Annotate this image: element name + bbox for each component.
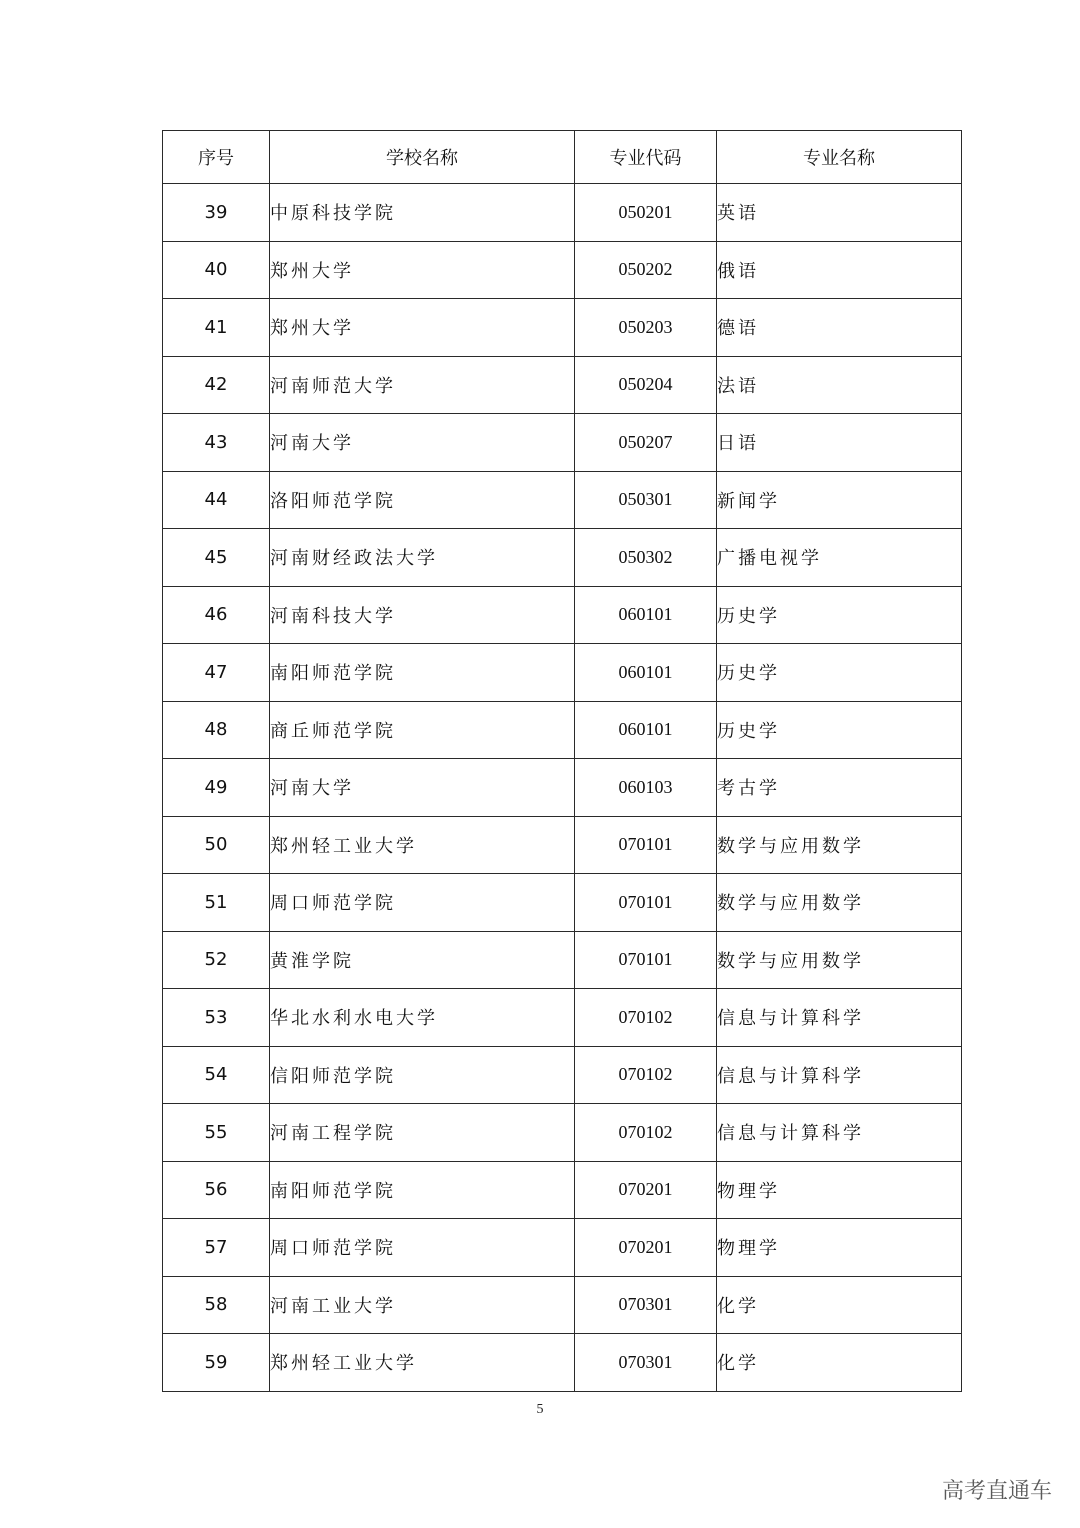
cell-major-code: 050201 bbox=[575, 184, 717, 242]
cell-major-code: 060101 bbox=[575, 701, 717, 759]
cell-major-name: 物理学 bbox=[717, 1161, 962, 1219]
table-row bbox=[163, 356, 962, 414]
cell-major-name: 德语 bbox=[717, 299, 962, 357]
cell-seq: 46 bbox=[163, 586, 270, 644]
cell-seq: 49 bbox=[163, 759, 270, 817]
cell-seq: 42 bbox=[163, 356, 270, 414]
cell-major-name: 俄语 bbox=[717, 241, 962, 299]
cell-seq: 41 bbox=[163, 299, 270, 357]
table-row bbox=[163, 1104, 962, 1162]
cell-seq: 50 bbox=[163, 816, 270, 874]
table-row bbox=[163, 1161, 962, 1219]
cell-major-code: 070102 bbox=[575, 1104, 717, 1162]
cell-major-code: 050202 bbox=[575, 241, 717, 299]
cell-school-name: 中原科技学院 bbox=[270, 184, 575, 242]
cell-seq: 45 bbox=[163, 529, 270, 587]
cell-seq: 52 bbox=[163, 931, 270, 989]
cell-school-name: 信阳师范学院 bbox=[270, 1046, 575, 1104]
cell-seq: 56 bbox=[163, 1161, 270, 1219]
cell-school-name: 商丘师范学院 bbox=[270, 701, 575, 759]
cell-major-name: 信息与计算科学 bbox=[717, 989, 962, 1047]
cell-school-name: 河南大学 bbox=[270, 759, 575, 817]
table-row bbox=[163, 241, 962, 299]
cell-major-name: 日语 bbox=[717, 414, 962, 472]
cell-school-name: 郑州轻工业大学 bbox=[270, 1334, 575, 1392]
cell-school-name: 河南财经政法大学 bbox=[270, 529, 575, 587]
table-body bbox=[163, 184, 962, 1392]
cell-seq: 54 bbox=[163, 1046, 270, 1104]
cell-major-code: 050207 bbox=[575, 414, 717, 472]
cell-major-code: 070102 bbox=[575, 989, 717, 1047]
cell-school-name: 华北水利水电大学 bbox=[270, 989, 575, 1047]
cell-seq: 57 bbox=[163, 1219, 270, 1277]
cell-major-name: 英语 bbox=[717, 184, 962, 242]
table-row bbox=[163, 816, 962, 874]
cell-school-name: 河南工程学院 bbox=[270, 1104, 575, 1162]
page-number: 5 bbox=[536, 1402, 544, 1417]
table-row bbox=[163, 1219, 962, 1277]
cell-major-code: 060101 bbox=[575, 644, 717, 702]
cell-seq: 55 bbox=[163, 1104, 270, 1162]
cell-major-code: 050203 bbox=[575, 299, 717, 357]
cell-major-code: 070101 bbox=[575, 816, 717, 874]
cell-major-name: 数学与应用数学 bbox=[717, 816, 962, 874]
table-row bbox=[163, 529, 962, 587]
cell-major-name: 信息与计算科学 bbox=[717, 1104, 962, 1162]
table-row bbox=[163, 874, 962, 932]
cell-major-code: 070301 bbox=[575, 1334, 717, 1392]
header-code: 专业代码 bbox=[575, 131, 717, 184]
cell-school-name: 河南师范大学 bbox=[270, 356, 575, 414]
cell-major-name: 历史学 bbox=[717, 586, 962, 644]
cell-major-name: 物理学 bbox=[717, 1219, 962, 1277]
cell-school-name: 河南科技大学 bbox=[270, 586, 575, 644]
cell-major-name: 法语 bbox=[717, 356, 962, 414]
cell-seq: 53 bbox=[163, 989, 270, 1047]
cell-major-name: 新闻学 bbox=[717, 471, 962, 529]
cell-major-code: 060101 bbox=[575, 586, 717, 644]
cell-seq: 51 bbox=[163, 874, 270, 932]
cell-major-name: 信息与计算科学 bbox=[717, 1046, 962, 1104]
cell-seq: 48 bbox=[163, 701, 270, 759]
cell-school-name: 郑州轻工业大学 bbox=[270, 816, 575, 874]
table-row bbox=[163, 701, 962, 759]
table-row bbox=[163, 1276, 962, 1334]
table-row bbox=[163, 184, 962, 242]
cell-major-code: 070201 bbox=[575, 1161, 717, 1219]
majors-table bbox=[162, 130, 962, 1392]
header-row bbox=[163, 131, 962, 184]
cell-school-name: 河南大学 bbox=[270, 414, 575, 472]
cell-major-name: 考古学 bbox=[717, 759, 962, 817]
table-row bbox=[163, 931, 962, 989]
cell-school-name: 南阳师范学院 bbox=[270, 1161, 575, 1219]
cell-seq: 43 bbox=[163, 414, 270, 472]
cell-major-code: 060103 bbox=[575, 759, 717, 817]
cell-major-code: 050301 bbox=[575, 471, 717, 529]
cell-major-code: 050204 bbox=[575, 356, 717, 414]
watermark: 高考直通车 bbox=[941, 1479, 1052, 1504]
cell-school-name: 河南工业大学 bbox=[270, 1276, 575, 1334]
table-row bbox=[163, 759, 962, 817]
table-row bbox=[163, 471, 962, 529]
cell-major-code: 070101 bbox=[575, 931, 717, 989]
header-school: 学校名称 bbox=[270, 131, 575, 184]
table-row bbox=[163, 299, 962, 357]
cell-seq: 47 bbox=[163, 644, 270, 702]
table-row bbox=[163, 414, 962, 472]
table-row bbox=[163, 644, 962, 702]
cell-school-name: 黄淮学院 bbox=[270, 931, 575, 989]
cell-major-name: 数学与应用数学 bbox=[717, 874, 962, 932]
cell-seq: 40 bbox=[163, 241, 270, 299]
table-row bbox=[163, 1334, 962, 1392]
cell-seq: 44 bbox=[163, 471, 270, 529]
cell-major-code: 070101 bbox=[575, 874, 717, 932]
cell-major-name: 历史学 bbox=[717, 644, 962, 702]
cell-seq: 58 bbox=[163, 1276, 270, 1334]
table-row bbox=[163, 989, 962, 1047]
header-major: 专业名称 bbox=[717, 131, 962, 184]
table-row bbox=[163, 586, 962, 644]
cell-major-code: 070102 bbox=[575, 1046, 717, 1104]
cell-school-name: 郑州大学 bbox=[270, 241, 575, 299]
cell-major-code: 050302 bbox=[575, 529, 717, 587]
cell-seq: 39 bbox=[163, 184, 270, 242]
cell-seq: 59 bbox=[163, 1334, 270, 1392]
cell-school-name: 周口师范学院 bbox=[270, 1219, 575, 1277]
cell-school-name: 郑州大学 bbox=[270, 299, 575, 357]
cell-major-code: 070201 bbox=[575, 1219, 717, 1277]
cell-school-name: 周口师范学院 bbox=[270, 874, 575, 932]
cell-major-name: 历史学 bbox=[717, 701, 962, 759]
cell-major-name: 化学 bbox=[717, 1276, 962, 1334]
cell-major-code: 070301 bbox=[575, 1276, 717, 1334]
table-header bbox=[163, 131, 962, 184]
cell-major-name: 化学 bbox=[717, 1334, 962, 1392]
table-row bbox=[163, 1046, 962, 1104]
cell-school-name: 洛阳师范学院 bbox=[270, 471, 575, 529]
cell-major-name: 广播电视学 bbox=[717, 529, 962, 587]
cell-major-name: 数学与应用数学 bbox=[717, 931, 962, 989]
cell-school-name: 南阳师范学院 bbox=[270, 644, 575, 702]
header-seq: 序号 bbox=[163, 131, 270, 184]
